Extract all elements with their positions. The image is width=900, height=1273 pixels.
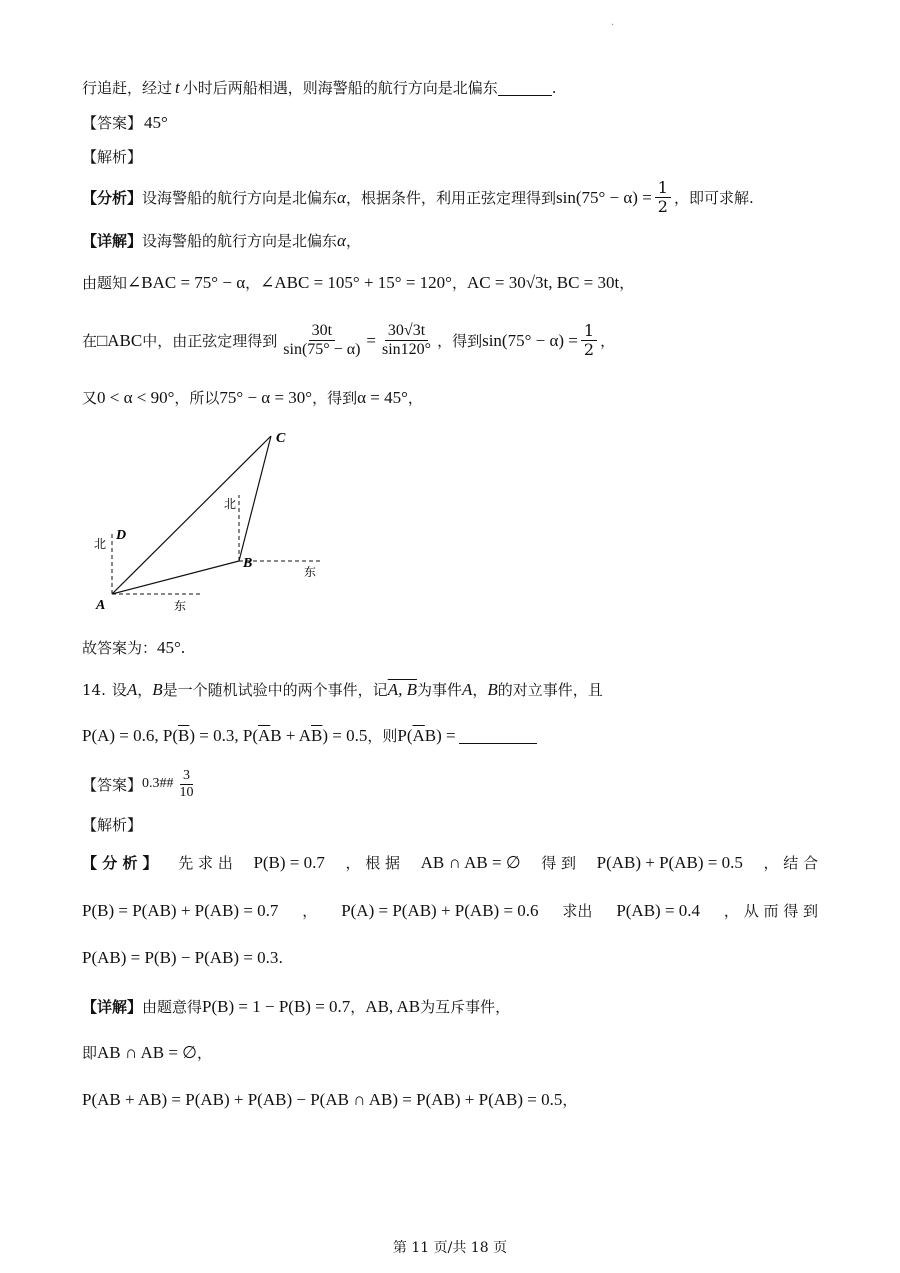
q14-xj-1: 由题意得 [142,998,203,1017]
q14-xj-4: AB, AB [365,997,421,1016]
q13-fenxi-line [82,179,754,217]
q13-line3-b: 中，由正弦定理得到 [142,331,278,350]
q14-xj2-2: AB ∩ AB = ∅ [97,1043,197,1062]
q14-answer-1: 0.3## [142,776,174,792]
q14-fx-3: ， 根 据 [345,854,401,873]
q14-fx2-3: P(A) = P(AB) + P(AB) = 0.6 [341,901,539,920]
q13-fenxi-half [655,179,671,217]
q13-final-b: 45°. [157,638,186,657]
q13-xiangjie-tag: 【详解】 [82,232,143,251]
q14-fx-7: ， 结 合 [763,854,818,873]
q14-stem-6: B [487,680,498,699]
q14-stem-2: 是一个随机试验中的两个事件，记 [162,681,388,700]
q14-xj3-2: ， [562,1091,578,1110]
segment-bc [239,436,271,561]
q13-frac2 [379,322,434,360]
label-c: C [276,431,286,446]
q13-answer-tag: 【答案】 [82,114,143,133]
q13-given-line [82,273,634,293]
q13-fenxi-3: ，即可求解. [673,188,754,207]
q14-answer-frac [177,768,197,801]
q13-stem-end: . [551,79,557,98]
q13-angle-abc: ∠ABC = 105° + 15° = 120° [260,273,452,292]
q13-line3-c: ，得到 [437,331,483,350]
q14-fx3-2: . [278,949,284,968]
q14-xiangjie-line-1 [82,997,510,1017]
q13-stem-line [82,78,557,98]
q14-cond-4: $\overline{A}$ [257,726,271,745]
q14-answer-line [82,768,200,801]
q13-stem-2: 小时后两船相遇，则海警船的航行方向是北偏东 [182,79,498,98]
q13-line3-half [581,322,597,360]
q14-fx-1: 先 求 出 [178,854,233,873]
q13-jiexi [82,148,142,166]
north-label-a: 北 [94,537,107,551]
q14-stem-7: 的对立事件，且 [497,681,603,700]
q14-cond-3: ) = 0.3, P( [189,726,258,745]
q13-xiangjie-alpha: α [337,231,346,250]
label-d: D [116,528,127,543]
q13-diff: 75° − α = 30° [219,388,313,407]
q14-xj3-1: P(AB + AB) = P(AB) + P(AB) − P(AB ∩ AB) = P(AB) + P(AB) = 0.5 [82,1090,563,1109]
q14-fx-5: 得 到 [541,854,577,873]
q14-fx2-5: P(AB) = 0.4 [616,901,701,920]
q13-frac1-den: sin(75° − α) [283,341,361,359]
q14-jiexi [82,816,142,834]
q13-line4-c: ，所以 [174,389,220,408]
q14-stem-3: 为事件 [416,681,462,700]
q14-fx-2: P(B) = 0.7 [253,853,325,872]
q14-condition-line [82,726,537,746]
q14-xj-5: 为互斥事件， [420,998,511,1017]
north-label-b: 北 [224,497,237,511]
q13-sine-law-line [82,322,615,360]
q14-fx2-2: ， [302,902,318,921]
q14-stem-5: ， [472,681,488,700]
segment-ab [112,561,239,594]
q14-fx-tag: 【 分 析 】 [82,854,158,873]
q14-xj2-1: 即 [82,1044,98,1063]
q13-alpha-result: α = 45° [357,388,408,407]
east-label-a: 东 [174,599,187,613]
q14-xiangjie-line-3 [82,1090,577,1110]
east-label-b: 东 [304,565,317,579]
q13-stem: 行追赶，经过 [82,79,173,98]
q13-angle-bac: ∠BAC = 75° − α [127,273,246,292]
q14-xj-tag: 【详解】 [82,998,143,1017]
q14-xiangjie-line-2 [82,1043,212,1063]
q13-frac2-den: sin120° [382,341,432,359]
q14-stem-bars: A, B [387,680,417,699]
q13-triangle: □ABC [97,330,143,350]
q13-answer-line [82,113,168,133]
q13-line3-end: ， [600,331,616,350]
q13-line3-a: 在 [82,331,98,350]
q13-frac2-num: 30√3t [385,322,428,341]
q14-fx2-6: ， 从 而 得 到 [723,902,818,921]
q13-line4-e: ，得到 [312,389,358,408]
q14-cond-11: B) = [424,726,456,745]
q13-xiangjie-comma: ， [345,232,361,251]
q13-final-line [82,638,185,658]
q13-sides: AC = 30√3t, BC = 30t [467,273,620,292]
page-number: 第 11 页/共 18 页 [392,1240,508,1256]
q14-num: 14. [82,681,106,700]
q13-answer-blank [498,81,552,96]
q13-fenxi-tag: 【分析】 [82,188,143,207]
q13-line2-a: 由题知 [82,274,128,293]
q14-cond-8: ，则 [367,727,398,746]
q13-fenxi-expr: sin(75° − α) = [555,187,652,207]
q13-jiexi-label: 【解析】 [82,148,143,166]
q14-fx-6: P(AB) + P(AB) = 0.5 [596,853,743,872]
q14-cond-2: $\overline{B}$ [178,726,190,745]
q14-xj2-3: ， [196,1044,212,1063]
q13-diagram [82,428,342,623]
q13-line4-a: 又 [82,389,98,408]
q13-line3-half-den: 2 [583,340,595,360]
q13-half-den: 2 [657,197,668,217]
q13-line3-half-num: 1 [581,322,597,341]
q13-fenxi-1: 设海警船的航行方向是北偏东 [142,188,338,207]
q14-stem-1: 设 [111,681,127,700]
q14-answer-tag: 【答案】 [82,775,143,794]
label-a: A [96,598,106,613]
q13-half-num: 1 [655,179,671,198]
q14-stem-a: A [126,680,138,699]
q13-result-line [82,388,423,408]
q14-cond-5: B + A [270,726,312,745]
q13-stem-t: t [175,78,180,97]
q13-line4-g: ， [407,389,423,408]
q13-answer: 45° [144,113,168,132]
q14-ans-num: 3 [180,768,193,785]
q13-line3-expr: sin(75° − α) = [482,330,578,350]
q14-cond-10: $\overline{A}$ [412,726,425,745]
q14-stem-line [82,680,603,700]
q14-cond-1: P(A) = 0.6, P( [82,726,179,745]
q14-fx2-4: 求出 [562,902,593,921]
q14-fx-4: AB ∩ AB = ∅ [420,853,521,872]
q13-line2-g: ， [619,274,635,293]
q13-xiangjie-1: 设海警船的航行方向是北偏东 [142,232,338,251]
q14-cond-7: ) = 0.5 [322,726,368,745]
label-b: B [243,556,253,571]
q14-fx3-1: P(AB) = P(B) − P(AB) = 0.3 [82,948,279,967]
q13-frac1-num: 30t [309,322,335,341]
q13-range: 0 < α < 90° [97,388,175,407]
q14-fenxi-line-1 [82,853,818,873]
q14-stem-4: A [461,680,473,699]
q14-fx2-1: P(B) = P(AB) + P(AB) = 0.7 [82,901,279,920]
q14-fenxi-line-2 [82,901,818,921]
q13-alpha: α [337,187,346,207]
q14-answer-blank [459,729,537,744]
q13-final-a: 故答案为： [82,639,158,658]
q14-stem-b: B [152,680,163,699]
q13-fenxi-2: ，根据条件，利用正弦定理得到 [345,188,556,207]
q14-cond-9: P( [397,726,413,745]
q14-xj-2: P(B) = 1 − P(B) = 0.7 [202,997,351,1016]
q14-cond-6: $\overline{B}$ [311,726,323,745]
q13-line2-c: ， [245,274,261,293]
q14-jiexi-label: 【解析】 [82,816,143,834]
q13-eq: = [366,330,376,350]
q14-ans-den: 10 [179,785,194,801]
top-mark: · [611,20,615,31]
q14-stem-c1: ， [137,681,153,700]
q13-xiangjie-line [82,231,361,251]
q13-frac1 [280,322,363,360]
q14-xj-3: ， [350,998,366,1017]
q14-fenxi-line-3 [82,948,283,968]
q13-line2-e: ， [451,274,467,293]
